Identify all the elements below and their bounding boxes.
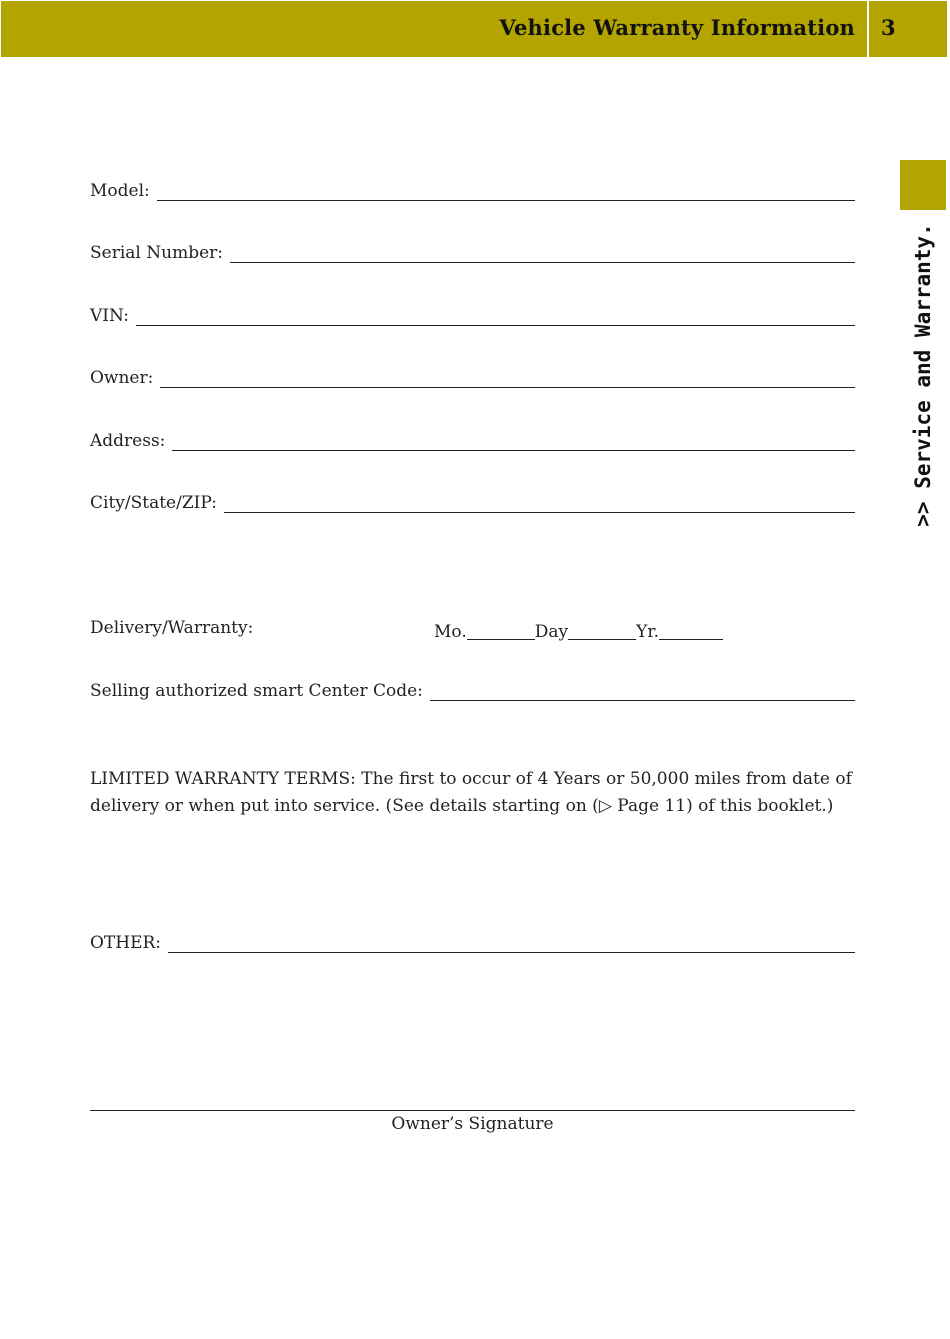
page-number-box [869,1,947,57]
side-section-label: >> Service and Warranty. [911,223,935,527]
other-input-line[interactable] [168,938,855,953]
serial-number-field [90,240,855,264]
signature-line[interactable] [90,1110,855,1111]
header-bar [1,1,867,57]
address-input-line[interactable] [172,436,855,451]
other-label: OTHER: [90,933,162,953]
delivery-warranty-label: Delivery/Warranty: [90,618,254,638]
day-label: Day [534,622,569,642]
vin-label: VIN: [90,306,129,326]
vin-input-line[interactable] [136,311,855,326]
center-code-field [90,678,855,702]
city-state-zip-field [90,490,855,514]
side-tab-marker [900,160,946,210]
page-title: Vehicle Warranty Information [499,15,855,40]
signature-label: Owner’s Signature [391,1114,554,1134]
serial-number-label: Serial Number: [90,243,223,263]
serial-number-input-line[interactable] [230,248,855,263]
month-label: Mo. [434,622,467,642]
owner-field [90,365,855,389]
page-number: 3 [881,15,896,40]
city-state-zip-label: City/State/ZIP: [90,493,217,513]
owner-input-line[interactable] [160,373,855,388]
model-field [90,178,855,202]
address-field [90,428,855,452]
city-state-zip-input-line[interactable] [224,498,855,513]
delivery-warranty-row [90,618,855,642]
year-input-line[interactable] [659,625,723,640]
model-label: Model: [90,181,150,201]
limited-warranty-terms: LIMITED WARRANTY TERMS: The first to occur of 4 Years or 50,000 miles from date of delivery or when put into service. (See details starting on (▷ Page 11) of this booklet.) [90,769,852,816]
delivery-date-group [434,618,723,642]
owner-label: Owner: [90,368,154,388]
vin-field [90,303,855,327]
center-code-input-line[interactable] [430,686,855,701]
model-input-line[interactable] [157,186,855,201]
year-label: Yr. [636,622,660,642]
other-field [90,930,855,954]
month-input-line[interactable] [467,625,535,640]
address-label: Address: [90,431,166,451]
day-input-line[interactable] [568,625,636,640]
center-code-label: Selling authorized smart Center Code: [90,681,423,701]
